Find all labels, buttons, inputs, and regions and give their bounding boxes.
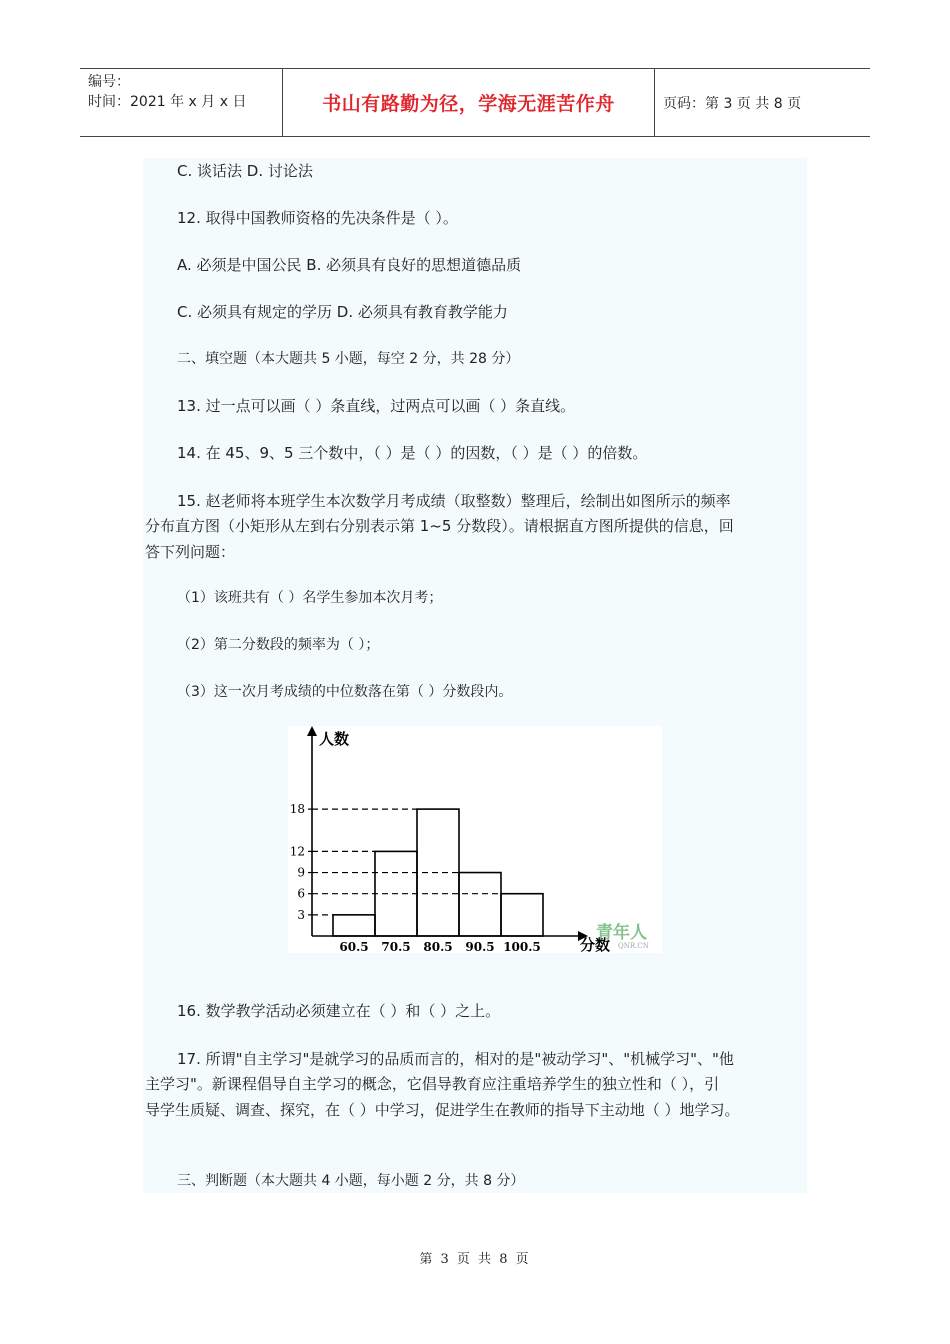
x-tick-label: 100.5 (503, 940, 541, 953)
header-motto: 书山有路勤为径，学海无涯苦作舟 (283, 69, 655, 136)
x-tick-label: 80.5 (423, 940, 453, 953)
histogram-bar (501, 894, 543, 936)
exam-content (143, 158, 807, 1193)
question-15-cont: 分布直方图（小矩形从左到右分别表示第 1~5 分数段）。请根据直方图所提供的信息，回 (145, 517, 734, 535)
y-tick-label: 12 (289, 844, 305, 859)
header-meta (80, 69, 283, 136)
histogram-bar (459, 873, 501, 936)
page-header (80, 68, 870, 137)
section-heading-judge: 三、判断题（本大题共 4 小题，每小题 2 分，共 8 分） (177, 1173, 525, 1189)
question-17-cont: 主学习"。新课程倡导自主学习的概念，它倡导教育应注重培养学生的独立性和（ ），引 (145, 1075, 720, 1093)
y-tick-label: 3 (297, 907, 305, 922)
x-tick-label: 90.5 (465, 940, 495, 953)
sub-question: （1）该班共有（ ）名学生参加本次月考； (177, 590, 443, 606)
sub-question: （3）这一次月考成绩的中位数落在第（ ）分数段内。 (177, 684, 513, 700)
question-14: 14. 在 45、9、5 三个数中，（ ）是（ ）的因数，（ ）是（ ）的倍数。 (177, 444, 648, 462)
code-label: 编号： (88, 74, 130, 90)
y-tick-label: 9 (297, 865, 305, 880)
option-line: A. 必须是中国公民 B. 必须具有良好的思想道德品质 (177, 256, 522, 274)
question-17: 17. 所谓"自主学习"是就学习的品质而言的，相对的是"被动学习"、"机械学习"、"他 (177, 1050, 734, 1068)
question-12: 12. 取得中国教师资格的先决条件是（ ）。 (177, 209, 458, 227)
watermark: 青年人 (596, 923, 647, 943)
histogram-chart (288, 726, 662, 953)
option-line: C. 谈话法 D. 讨论法 (177, 162, 313, 180)
y-axis-label: 人数 (319, 730, 350, 748)
date-label: 时间：2021 年 x 月 x 日 (88, 94, 247, 110)
question-13: 13. 过一点可以画（ ）条直线，过两点可以画（ ）条直线。 (177, 397, 576, 415)
y-axis-arrow (307, 726, 317, 736)
header-page-info: 页码：第 3 页 共 8 页 (663, 95, 802, 112)
x-tick-label: 60.5 (339, 940, 369, 953)
question-15: 15. 赵老师将本班学生本次数学月考成绩（取整数）整理后，绘制出如图所示的频率 (177, 492, 731, 510)
sub-question: （2）第二分数段的频率为（ ）； (177, 637, 380, 653)
option-line: C. 必须具有规定的学历 D. 必须具有教育教学能力 (177, 303, 508, 321)
watermark-sub: QNR.CN (618, 942, 649, 950)
question-16: 16. 数学教学活动必须建立在（ ）和（ ）之上。 (177, 1002, 501, 1020)
section-heading-fill: 二、填空题（本大题共 5 小题，每空 2 分，共 28 分） (177, 351, 520, 367)
y-tick-label: 6 (297, 886, 305, 901)
question-17-cont: 导学生质疑、调查、探究，在（ ）中学习，促进学生在教师的指导下主动地（ ）地学习。 (145, 1101, 740, 1119)
x-axis-label: 分数 (580, 936, 611, 953)
question-15-cont: 答下列问题： (145, 543, 236, 561)
x-tick-label: 70.5 (381, 940, 411, 953)
y-tick-label: 18 (289, 802, 305, 817)
page-footer: 第 3 页 共 8 页 (419, 1252, 531, 1267)
histogram-bar (333, 915, 375, 936)
